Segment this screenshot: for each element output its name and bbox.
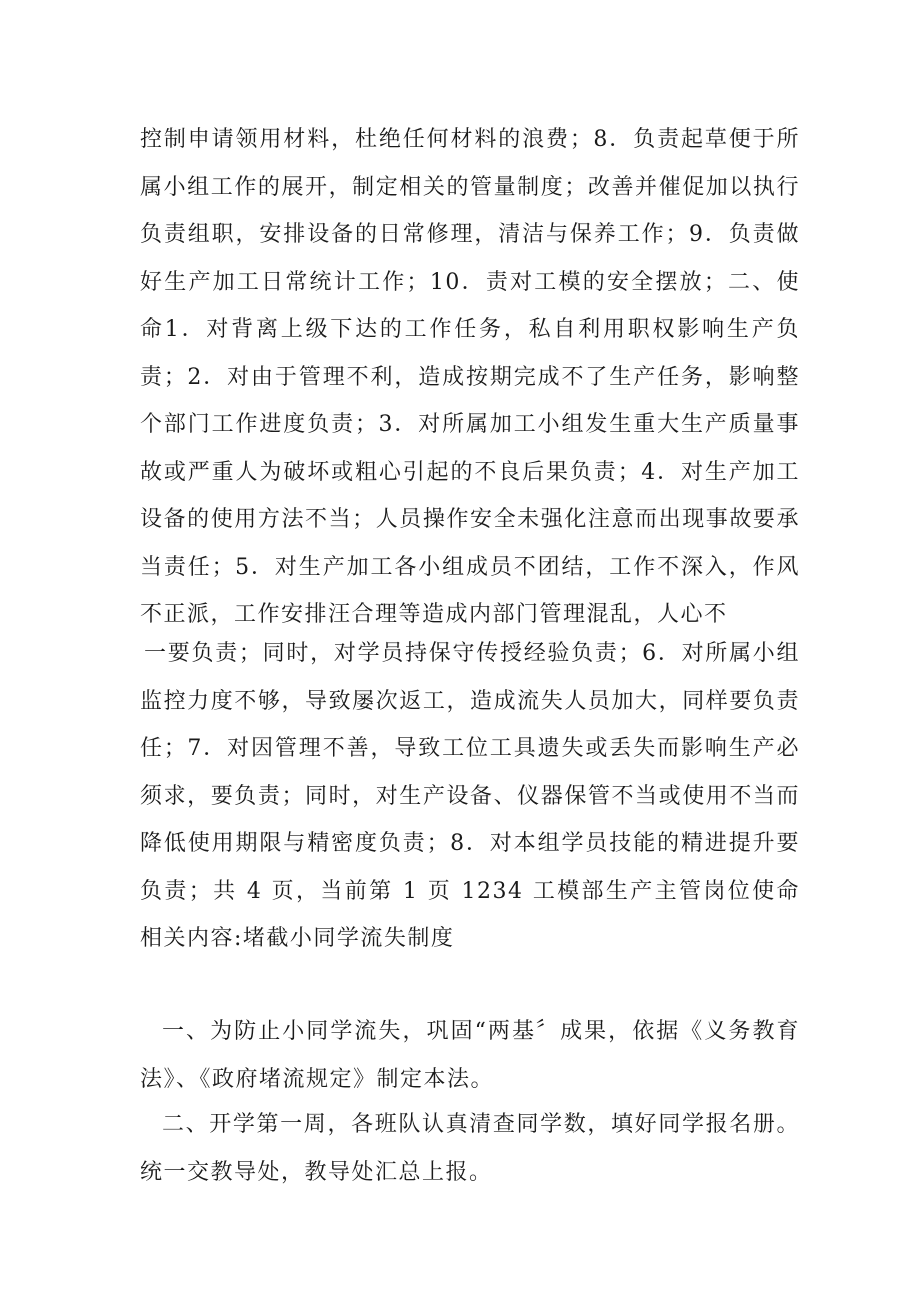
paragraph-continuation: 一要负责；同时，对学员持保守传授经验负责；6．对所属小组监控力度不够，导致屡次返工，造成流失人员加大，同样要负责任；7．对因管理不善，导致工位工具遗失或丢失而影响生产必须求，要负责；同时，对生产设备、仪器保管不当或使用不当而降低使用期限与精密度负责；8．对本组学员技能的精进提升要负责；共 4 页，当前第 1 页 1234 工模部生产主管岗位使命相关内容:堵截小同学流失制度 bbox=[140, 641, 800, 951]
paragraph-rule-two: 二、开学第一周，各班队认真清查同学数，填好同学报名册。统一交教导处，教导处汇总上报。 bbox=[140, 1112, 800, 1185]
paragraph-responsibilities: 控制申请领用材料，杜绝任何材料的浪费；8．负责起草便于所属小组工作的展开，制定相关的管量制度；改善并催促加以执行负责组职，安排设备的日常修理，清洁与保养工作；9．负责做好生产加工日常统计工作；10．责对工模的安全摆放；二、使命1．对背离上级下达的工作任务，私自利用职权影响生产负责；2．对由于管理不利，造成按期完成不了生产任务，影响整个部门工作进度负责；3．对所属加工小组发生重大生产质量事故或严重人为破坏或粗心引起的不良后果负责；4．对生产加工设备的使用方法不当；人员操作安全未强化注意而出现事故要承当责任；5．对生产加工各小组成员不团结，工作不深入，作风不正派，工作安排汪合理等造成内部门管理混乱，人心不 bbox=[140, 127, 800, 627]
paragraph-rule-one: 一、为防止小同学流失，巩固“两基〞成果，依据《义务教育法》、《政府堵流规定》制定本法。 bbox=[140, 1019, 800, 1092]
